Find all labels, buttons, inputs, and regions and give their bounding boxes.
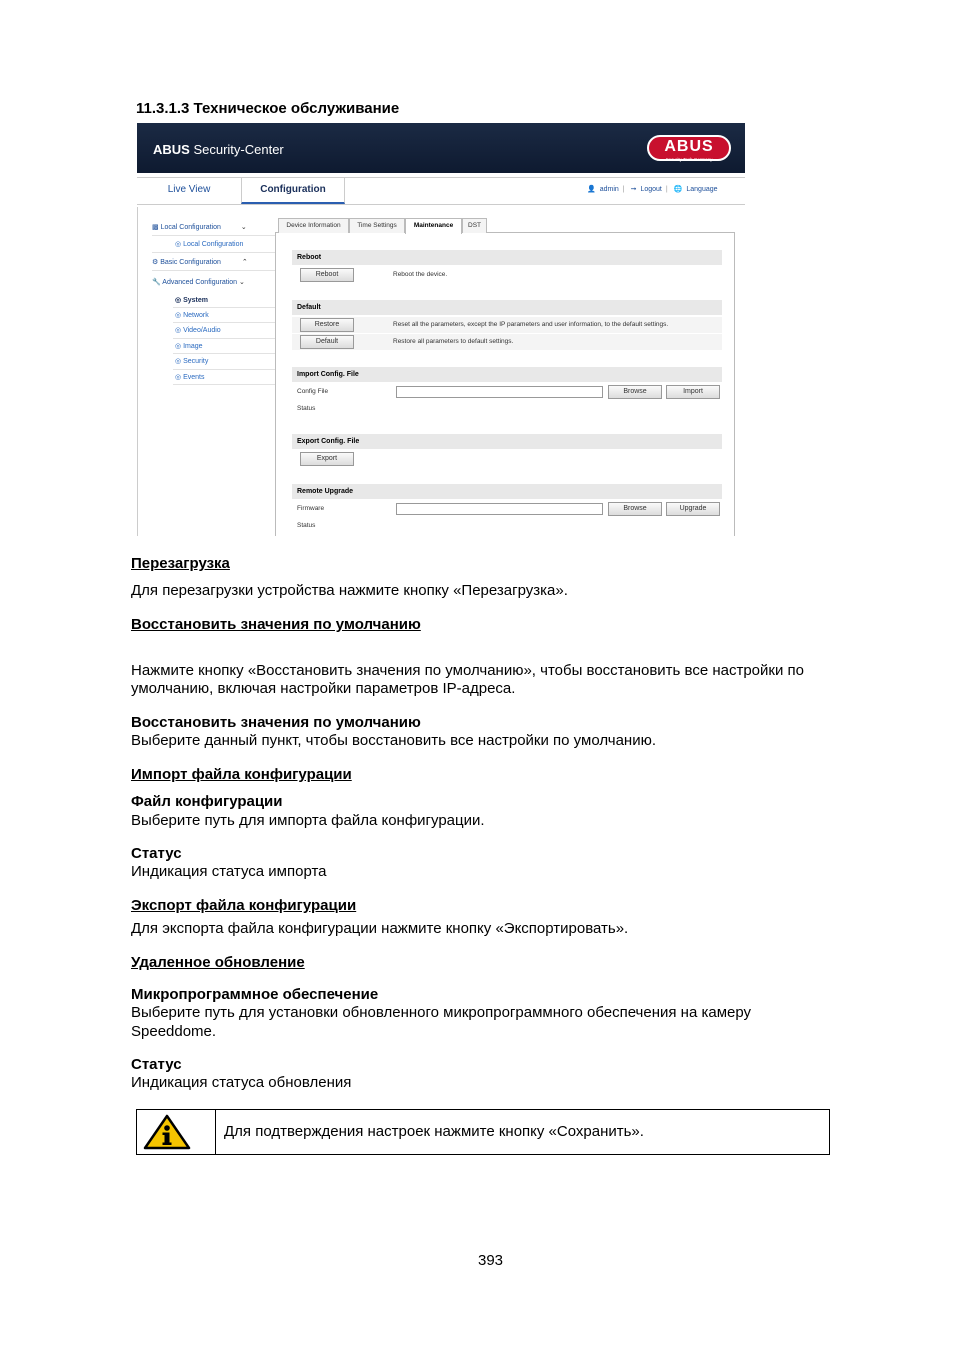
- config-file-text: Выберите путь для импорта файла конфигурации.: [131, 812, 485, 829]
- upgrade-button[interactable]: Upgrade: [666, 502, 720, 516]
- restore-button[interactable]: Restore: [300, 318, 354, 332]
- restore-text-line-1: Нажмите кнопку «Восстановить значения по умолчанию», чтобы восстановить все настройки по: [131, 662, 804, 679]
- note-box: [136, 1109, 830, 1155]
- restore-heading: Восстановить значения по умолчанию: [131, 616, 421, 633]
- sidebar-basic-config[interactable]: ⚙ Basic Configuration ⌃: [152, 259, 248, 266]
- sidebar-item-local-config[interactable]: ◎ Local Configuration: [175, 241, 244, 248]
- app-banner: [137, 123, 745, 173]
- restore-bold-text: Выберите данный пункт, чтобы восстановить все настройки по умолчанию.: [131, 732, 656, 749]
- chevron-down-icon: ⌄: [238, 279, 245, 286]
- upgrade-section-title: Remote Upgrade: [292, 484, 722, 499]
- status-bold-2: Статус: [131, 1056, 182, 1073]
- globe-icon: 🌐: [673, 186, 683, 193]
- upgrade-status-label: Status: [297, 522, 316, 529]
- sidebar-item-image[interactable]: ◎ Image: [175, 343, 203, 350]
- default-section-title: Default: [292, 300, 722, 315]
- sidebar-item-video-audio[interactable]: ◎ Video/Audio: [175, 327, 221, 334]
- default-button[interactable]: Default: [300, 335, 354, 349]
- import-heading: Импорт файла конфигурации: [131, 766, 352, 783]
- default-description: Restore all parameters to default settings.: [393, 338, 514, 345]
- bullet-icon: ◎: [175, 327, 182, 334]
- restore-description: Reset all the parameters, except the IP parameters and user information, to the default settings.: [393, 321, 669, 328]
- restore-text-line-2: умолчанию, включая настройки параметров IP-адреса.: [131, 680, 516, 697]
- config-file-bold: Файл конфигурации: [131, 793, 283, 810]
- abus-logo: ABUS: [647, 135, 731, 161]
- bullet-icon: ◎: [175, 241, 182, 248]
- page-number: 393: [478, 1252, 504, 1269]
- import-section-title: Import Config. File: [292, 367, 722, 382]
- logout-link[interactable]: Logout: [640, 186, 662, 193]
- bullet-icon: ◎: [175, 297, 182, 304]
- wrench-icon: 🔧: [152, 279, 161, 286]
- sidebar-advanced-config[interactable]: 🔧 Advanced Configuration ⌄: [152, 279, 245, 286]
- gear-icon: ⚙: [152, 259, 159, 266]
- tab-live-view[interactable]: Live View: [167, 184, 211, 195]
- tab-maintenance[interactable]: Maintenance: [405, 218, 462, 234]
- reboot-description: Reboot the device.: [393, 271, 448, 278]
- firmware-bold: Микропрограммное обеспечение: [131, 986, 379, 1003]
- ui-screenshot: [137, 123, 745, 536]
- logout-icon: ➞: [630, 186, 637, 193]
- chevron-up-icon: ⌃: [241, 259, 248, 266]
- sidebar-local-config[interactable]: ▩ Local Configuration ⌄: [152, 224, 247, 231]
- reboot-button[interactable]: Reboot: [300, 268, 354, 282]
- sidebar-item-events[interactable]: ◎ Events: [175, 374, 205, 381]
- remote-heading: Удаленное обновление: [131, 954, 305, 971]
- maintenance-panel: [275, 233, 735, 536]
- tab-time-settings[interactable]: Time Settings: [349, 218, 405, 233]
- user-bar: 👤 admin | ➞ Logout | 🌐 Language: [587, 186, 718, 193]
- import-status-label: Status: [297, 405, 316, 412]
- settings-tabs: [275, 217, 735, 233]
- sidebar-item-security[interactable]: ◎ Security: [175, 358, 209, 365]
- restore-bold-label: Восстановить значения по умолчанию: [131, 714, 421, 731]
- sidebar: [137, 207, 275, 536]
- sidebar-item-network[interactable]: ◎ Network: [175, 312, 209, 319]
- computer-icon: ▩: [152, 224, 159, 231]
- browse-firmware-button[interactable]: Browse: [608, 502, 662, 516]
- firmware-text-line-2: Speeddome.: [131, 1023, 217, 1040]
- reboot-section-title: Reboot: [292, 250, 722, 265]
- main-nav: [137, 177, 745, 205]
- warning-info-icon: [143, 1114, 191, 1155]
- firmware-label: Firmware: [297, 505, 325, 512]
- tab-dst[interactable]: DST: [462, 218, 487, 233]
- reboot-heading: Перезагрузка: [131, 555, 230, 572]
- status-bold-1: Статус: [131, 845, 182, 862]
- chevron-down-icon: ⌄: [240, 224, 247, 231]
- firmware-text-line-1: Выберите путь для установки обновленного микропрограммного обеспечения на камеру: [131, 1004, 752, 1021]
- config-file-input[interactable]: [396, 386, 603, 398]
- section-title: 11.3.1.3 Техническое обслуживание: [136, 100, 400, 117]
- export-heading: Экспорт файла конфигурации: [131, 897, 357, 914]
- logo-tagline: Security Tech Germany: [665, 157, 713, 162]
- export-button[interactable]: Export: [300, 452, 354, 466]
- tab-configuration[interactable]: Configuration: [241, 178, 345, 204]
- tab-device-information[interactable]: Device Information: [278, 218, 349, 233]
- note-text: Для подтверждения настроек нажмите кнопку «Сохранить».: [224, 1123, 644, 1140]
- status-text-2: Индикация статуса обновления: [131, 1074, 352, 1091]
- browse-config-button[interactable]: Browse: [608, 385, 662, 399]
- content-area: [275, 207, 735, 536]
- language-link[interactable]: Language: [686, 186, 718, 193]
- status-text-1: Индикация статуса импорта: [131, 863, 327, 880]
- user-name[interactable]: admin: [599, 186, 619, 193]
- import-button[interactable]: Import: [666, 385, 720, 399]
- export-text: Для экспорта файла конфигурации нажмите кнопку «Экспортировать».: [131, 920, 629, 937]
- reboot-text: Для перезагрузки устройства нажмите кнопку «Перезагрузка».: [131, 582, 568, 599]
- export-section-title: Export Config. File: [292, 434, 722, 449]
- bullet-icon: ◎: [175, 343, 182, 350]
- bullet-icon: ◎: [175, 358, 182, 365]
- brand-title: ABUS Security-Center: [153, 142, 284, 157]
- firmware-input[interactable]: [396, 503, 603, 515]
- user-icon: 👤: [587, 186, 596, 193]
- sidebar-item-system[interactable]: ◎ System: [175, 297, 208, 304]
- bullet-icon: ◎: [175, 312, 182, 319]
- bullet-icon: ◎: [175, 374, 182, 381]
- config-file-label: Config File: [297, 388, 329, 395]
